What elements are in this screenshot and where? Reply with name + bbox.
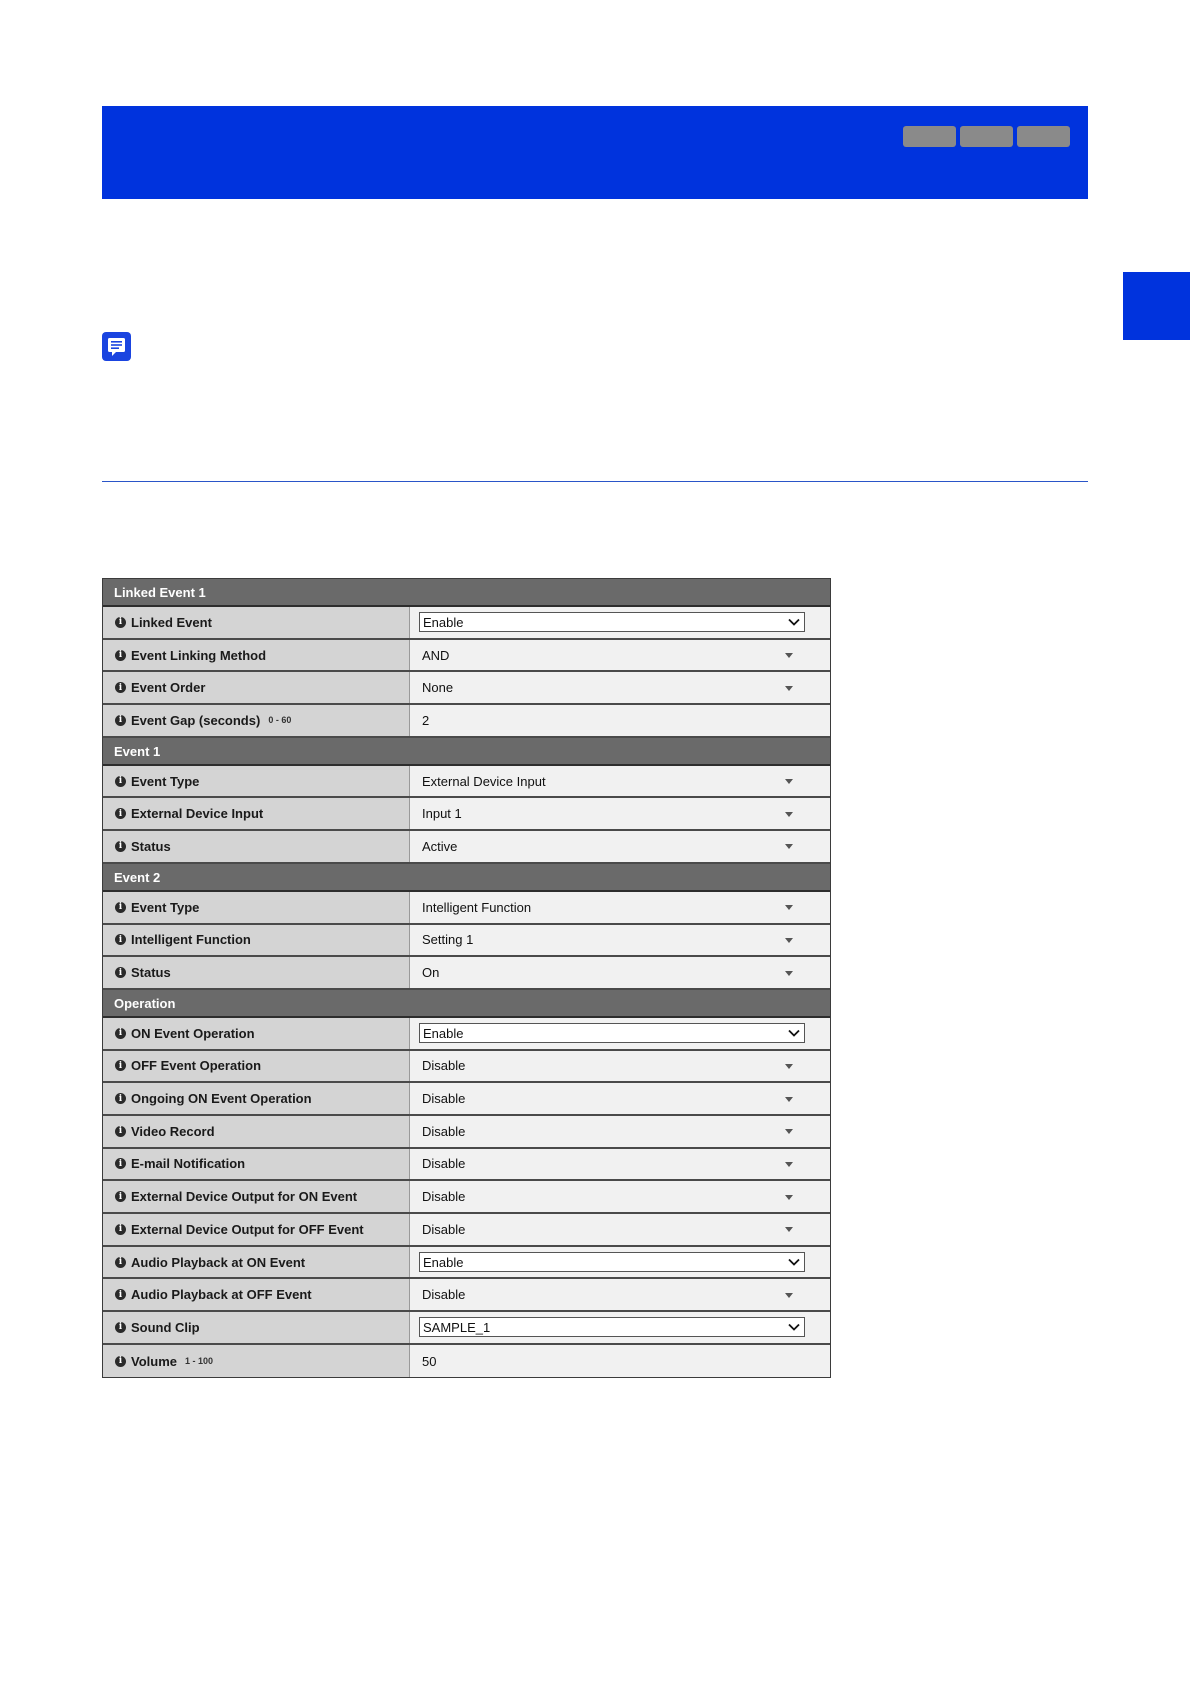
setting-row-external-device-output-for-off-event (103, 1214, 830, 1247)
setting-label-cell (103, 892, 410, 923)
event-type-select[interactable]: Intelligent Function (422, 899, 532, 915)
select-value: SAMPLE_1 (423, 1319, 491, 1335)
setting-row-off-event-operation (103, 1051, 830, 1084)
setting-value-cell (410, 925, 830, 956)
chevron-down-icon (787, 1026, 801, 1040)
setting-label-cell (103, 1018, 410, 1049)
setting-label: Event Order (131, 680, 206, 696)
external-device-output-for-off-event-select[interactable]: Disable (422, 1221, 466, 1237)
caret-down-icon[interactable] (785, 812, 793, 817)
setting-value-cell (410, 766, 830, 797)
caret-down-icon[interactable] (785, 971, 793, 976)
setting-label-cell (103, 1214, 410, 1245)
info-icon[interactable]: i (115, 776, 126, 787)
section-header-linked-event-1: Linked Event 1 (103, 579, 830, 607)
info-icon[interactable]: i (115, 1093, 126, 1104)
setting-label-cell (103, 1312, 410, 1343)
select-value: Enable (423, 1025, 464, 1041)
setting-value-cell (410, 1181, 830, 1212)
info-icon[interactable]: i (115, 1158, 126, 1169)
setting-row-event-type (103, 766, 830, 799)
setting-row-status (103, 957, 830, 990)
setting-label-cell (103, 1247, 410, 1278)
caret-down-icon[interactable] (785, 686, 793, 691)
setting-value-cell (410, 957, 830, 988)
setting-row-external-device-input (103, 798, 830, 831)
info-icon[interactable]: i (115, 841, 126, 852)
chapter-side-tab (1123, 272, 1190, 340)
setting-label-cell (103, 1345, 410, 1378)
page-header-band (102, 106, 1088, 199)
linked-event-select[interactable] (419, 612, 805, 632)
setting-value-cell (410, 705, 830, 736)
setting-label: ON Event Operation (131, 1025, 255, 1041)
setting-row-volume (103, 1345, 830, 1378)
caret-down-icon[interactable] (785, 1195, 793, 1200)
caret-down-icon[interactable] (785, 1227, 793, 1232)
setting-row-audio-playback-at-off-event (103, 1279, 830, 1312)
caret-down-icon[interactable] (785, 1097, 793, 1102)
info-icon[interactable]: i (115, 617, 126, 628)
setting-value-cell (410, 892, 830, 923)
info-icon[interactable]: i (115, 934, 126, 945)
external-device-output-for-on-event-select[interactable]: Disable (422, 1189, 466, 1205)
setting-label: Event Type (131, 773, 200, 789)
setting-label-cell (103, 925, 410, 956)
caret-down-icon[interactable] (785, 844, 793, 849)
setting-label-cell (103, 1279, 410, 1310)
setting-label: Volume (131, 1353, 177, 1369)
chevron-down-icon (787, 1320, 801, 1334)
caret-down-icon[interactable] (785, 653, 793, 658)
setting-label-cell (103, 1051, 410, 1082)
info-icon[interactable]: i (115, 650, 126, 661)
info-icon[interactable]: i (115, 715, 126, 726)
section-header-operation: Operation (103, 990, 830, 1018)
setting-label-cell (103, 607, 410, 638)
off-event-operation-select[interactable]: Disable (422, 1058, 466, 1074)
setting-label-cell (103, 1149, 410, 1180)
intelligent-function-select[interactable]: Setting 1 (422, 932, 474, 948)
setting-label-cell (103, 798, 410, 829)
setting-label: Event Linking Method (131, 647, 267, 663)
setting-label: Audio Playback at ON Event (131, 1254, 306, 1270)
setting-value-cell (410, 1214, 830, 1245)
setting-label: OFF Event Operation (131, 1058, 262, 1074)
info-icon[interactable]: i (115, 1060, 126, 1071)
info-icon[interactable]: i (115, 808, 126, 819)
setting-label-cell (103, 705, 410, 736)
caret-down-icon[interactable] (785, 905, 793, 910)
setting-label-cell (103, 672, 410, 703)
info-icon[interactable]: i (115, 682, 126, 693)
caret-down-icon[interactable] (785, 1162, 793, 1167)
setting-value-cell (410, 798, 830, 829)
status-select[interactable]: On (422, 965, 440, 981)
on-event-operation-select[interactable] (419, 1023, 805, 1043)
header-tab-group (903, 126, 1070, 147)
caret-down-icon[interactable] (785, 1293, 793, 1298)
setting-label: Audio Playback at OFF Event (131, 1287, 312, 1303)
setting-value-cell (410, 1279, 830, 1310)
setting-value-cell (410, 672, 830, 703)
setting-row-e-mail-notification (103, 1149, 830, 1182)
setting-row-ongoing-on-event-operation (103, 1083, 830, 1116)
setting-label: External Device Input (131, 806, 264, 822)
setting-value-cell (410, 1345, 830, 1378)
setting-label: External Device Output for OFF Event (131, 1221, 364, 1237)
select-value: Enable (423, 614, 464, 630)
setting-label-cell (103, 640, 410, 671)
setting-row-audio-playback-at-on-event (103, 1247, 830, 1280)
setting-label: Event Gap (seconds) (131, 712, 261, 728)
info-icon[interactable]: i (115, 902, 126, 913)
video-record-select[interactable]: Disable (422, 1123, 466, 1139)
setting-value-cell (410, 1312, 830, 1343)
setting-label-cell (103, 1116, 410, 1147)
setting-range-hint: 0 - 60 (268, 715, 292, 726)
setting-row-event-gap-seconds (103, 705, 830, 738)
info-icon[interactable]: i (115, 967, 126, 978)
setting-label: External Device Output for ON Event (131, 1189, 358, 1205)
event-linking-method-select[interactable]: AND (422, 647, 450, 663)
header-tab-3[interactable] (1017, 126, 1070, 147)
linked-event-settings-panel (102, 578, 831, 1378)
e-mail-notification-select[interactable]: Disable (422, 1156, 466, 1172)
setting-row-event-type (103, 892, 830, 925)
setting-row-external-device-output-for-on-event (103, 1181, 830, 1214)
caret-down-icon[interactable] (785, 1129, 793, 1134)
event-order-select[interactable]: None (422, 680, 454, 696)
chevron-down-icon (787, 615, 801, 629)
chevron-down-icon (787, 1255, 801, 1269)
setting-label: E-mail Notification (131, 1156, 246, 1172)
setting-row-linked-event (103, 607, 830, 640)
event-gap-seconds-input[interactable]: 2 (422, 712, 430, 728)
setting-value-cell (410, 1247, 830, 1278)
external-device-input-select[interactable]: Input 1 (422, 806, 462, 822)
select-value: Enable (423, 1254, 464, 1270)
header-tab-1[interactable] (903, 126, 956, 147)
section-divider (102, 481, 1088, 482)
setting-value-cell (410, 1149, 830, 1180)
setting-value-cell (410, 831, 830, 862)
info-icon[interactable]: i (115, 1224, 126, 1235)
info-icon[interactable]: i (115, 1356, 126, 1367)
audio-playback-at-on-event-select[interactable] (419, 1252, 805, 1272)
caret-down-icon[interactable] (785, 938, 793, 943)
setting-row-event-linking-method (103, 640, 830, 673)
setting-value-cell (410, 1083, 830, 1114)
setting-label: Video Record (131, 1123, 215, 1139)
setting-label: Status (131, 965, 171, 981)
setting-row-video-record (103, 1116, 830, 1149)
caret-down-icon[interactable] (785, 1064, 793, 1069)
audio-playback-at-off-event-select[interactable]: Disable (422, 1287, 466, 1303)
info-icon[interactable]: i (115, 1257, 126, 1268)
setting-label: Sound Clip (131, 1319, 200, 1335)
setting-row-intelligent-function (103, 925, 830, 958)
ongoing-on-event-operation-select[interactable]: Disable (422, 1091, 466, 1107)
setting-value-cell (410, 1051, 830, 1082)
status-select[interactable]: Active (422, 838, 458, 854)
info-icon[interactable]: i (115, 1028, 126, 1039)
setting-label: Status (131, 838, 171, 854)
sound-clip-select[interactable] (419, 1317, 805, 1337)
setting-value-cell (410, 607, 830, 638)
setting-row-event-order (103, 672, 830, 705)
info-icon[interactable]: i (115, 1322, 126, 1333)
setting-value-cell (410, 1116, 830, 1147)
setting-label: Ongoing ON Event Operation (131, 1091, 312, 1107)
setting-label: Linked Event (131, 614, 212, 630)
setting-label: Event Type (131, 899, 200, 915)
setting-label-cell (103, 957, 410, 988)
setting-value-cell (410, 640, 830, 671)
section-header-event-2: Event 2 (103, 864, 830, 892)
header-tab-2[interactable] (960, 126, 1013, 147)
volume-input[interactable]: 50 (422, 1353, 437, 1369)
setting-value-cell (410, 1018, 830, 1049)
setting-label: Intelligent Function (131, 932, 251, 948)
info-icon[interactable]: i (115, 1191, 126, 1202)
setting-label-cell (103, 766, 410, 797)
setting-label-cell (103, 1083, 410, 1114)
note-icon (102, 332, 131, 361)
setting-row-status (103, 831, 830, 864)
setting-row-sound-clip (103, 1312, 830, 1345)
setting-row-on-event-operation (103, 1018, 830, 1051)
info-icon[interactable]: i (115, 1289, 126, 1300)
info-icon[interactable]: i (115, 1126, 126, 1137)
section-header-event-1: Event 1 (103, 738, 830, 766)
event-type-select[interactable]: External Device Input (422, 773, 546, 789)
caret-down-icon[interactable] (785, 779, 793, 784)
setting-label-cell (103, 1181, 410, 1212)
setting-label-cell (103, 831, 410, 862)
setting-range-hint: 1 - 100 (185, 1356, 214, 1367)
